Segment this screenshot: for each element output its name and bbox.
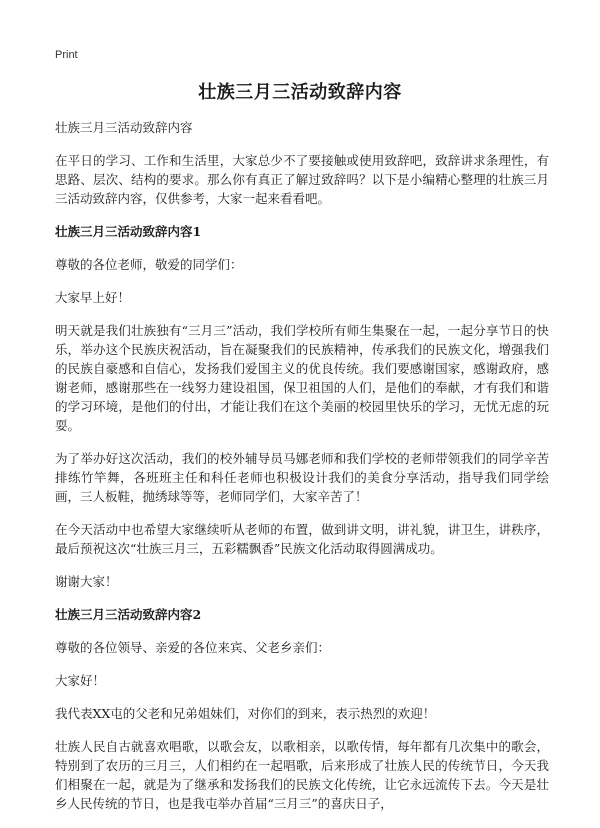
paragraph: 明天就是我们壮族独有“三月三”活动，我们学校所有师生集聚在一起，一起分享节日的快乐，举办这个民族庆祝活动，旨在凝聚我们的民族精神，传承我们的民族文化，增强我们的民族自豪感和自信心，发扬我们爱国主义的优良传统。我们要感谢国家，感谢政府，感谢老师，感谢那些在一线努力建设祖国，保卫祖国的人们，是他们的奉献，才有我们和谐的学习环境，是他们的付出，才能让我们在这个美丽的校园里快乐的学习，无忧无虑的玩耍。 xyxy=(55,323,549,433)
section-heading: 壮族三月三活动致辞内容1 xyxy=(55,224,202,239)
paragraph: 在今天活动中也希望大家继续听从老师的布置，做到讲文明，讲礼貌，讲卫生，讲秩序，最后预祝这次“壮族三月三，五彩糯飘香”民族文化活动取得圆满成功。 xyxy=(55,522,549,556)
page-title: 壮族三月三活动致辞内容 xyxy=(198,82,402,103)
paragraph: 大家好！ xyxy=(55,673,106,688)
section-heading: 壮族三月三活动致辞内容2 xyxy=(55,607,202,622)
article-subtitle: 壮族三月三活动致辞内容 xyxy=(55,120,193,135)
article-body xyxy=(55,118,549,827)
paragraph: 尊敬的各位老师，敬爱的同学们： xyxy=(55,257,243,272)
print-link[interactable]: Print xyxy=(55,49,78,61)
paragraph: 大家早上好！ xyxy=(55,290,131,305)
paragraph: 为了举办好这次活动，我们的校外辅导员马娜老师和我们学校的老师带领我们的同学辛苦排练竹竿舞，各班班主任和科任老师也积极设计我们的美食分享活动，指导我们同学绘画，三人板鞋，抛绣球等等，老师同学们，大家辛苦了！ xyxy=(55,451,549,504)
paragraph: 我代表XX屯的父老和兄弟姐妹们，对你们的到来，表示热烈的欢迎！ xyxy=(55,706,436,721)
paragraph: 谢谢大家！ xyxy=(55,574,118,589)
intro-paragraph: 在平日的学习、工作和生活里，大家总少不了要接触或使用致辞吧，致辞讲求条理性，有思路、层次、结构的要求。那么你有真正了解过致辞吗？以下是小编精心整理的壮族三月三活动致辞内容，仅供参考，大家一起来看看吧。 xyxy=(55,153,549,206)
paragraph: 尊敬的各位领导、亲爱的各位来宾、父老乡亲们： xyxy=(55,640,331,655)
paragraph: 壮族人民自古就喜欢唱歌，以歌会友，以歌相亲，以歌传情，每年都有几次集中的歌会，特别到了农历的三月三，人们相约在一起唱歌，后来形成了壮族人民的传统节日，今天我们相聚在一起，就是为了继承和发扬我们的民族文化传统，让它永远流传下去。今天是壮乡人民传统的节日，也是我屯举办首届“三月三”的喜庆日子， xyxy=(55,739,549,811)
